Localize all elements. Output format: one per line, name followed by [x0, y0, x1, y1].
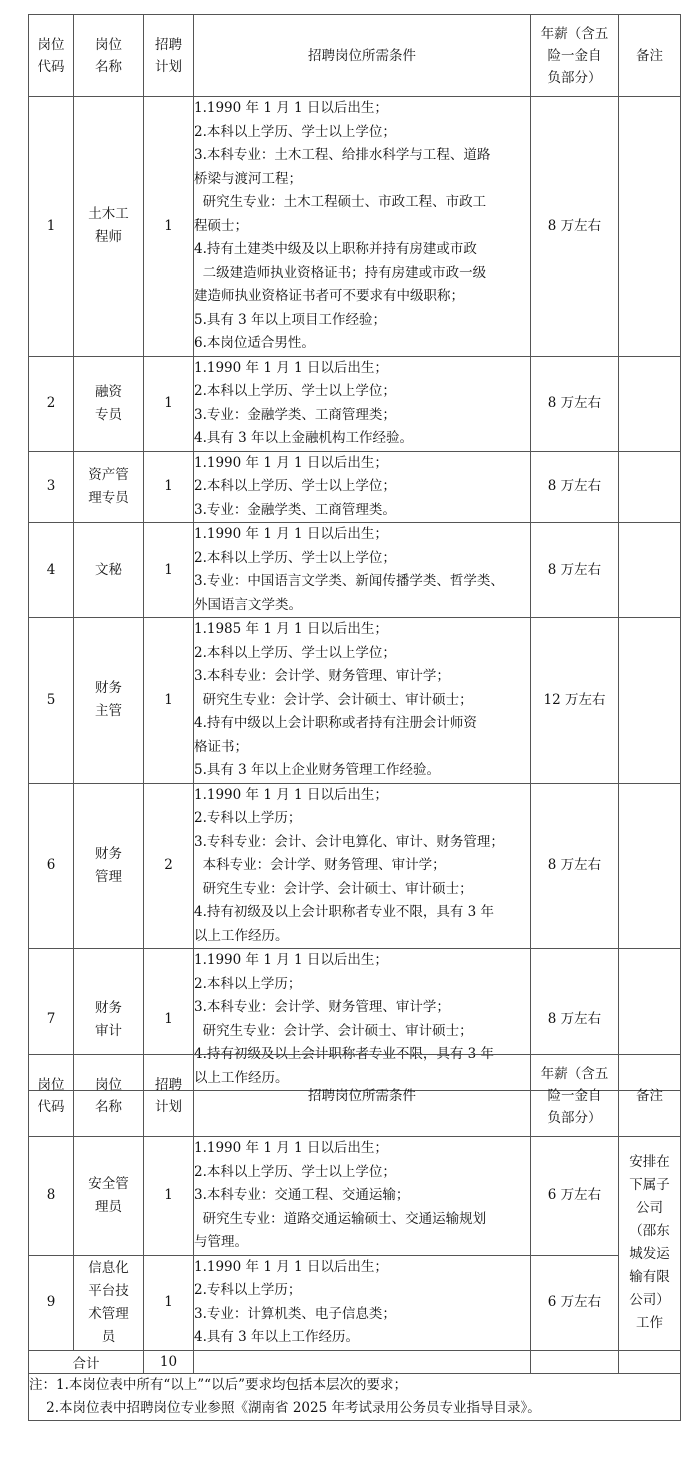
requirement-line: 以上工作经历。: [194, 927, 289, 944]
job-requirements: [194, 97, 531, 357]
header-requirements: 招聘岗位所需条件: [194, 1055, 531, 1137]
job-salary-text: 6 万左右: [547, 1294, 602, 1310]
requirement-line: 6.本岗位适合男性。: [194, 335, 315, 351]
requirement-line: 研究生专业：道路交通运输硕士、交通运输规划: [194, 1210, 487, 1227]
job-requirements: [194, 356, 531, 451]
requirement-line: 4.具有 3 年以上金融机构工作经验。: [194, 430, 414, 446]
job-code-text: 5: [46, 691, 56, 708]
job-requirements: [194, 618, 531, 784]
job-note: [619, 356, 681, 451]
requirement-line: 4.具有 3 年以上工作经历。: [194, 1329, 360, 1345]
job-note: [619, 1137, 681, 1351]
job-salary: [531, 783, 619, 949]
header-code: 岗位 代码: [29, 1055, 74, 1137]
requirement-line: 2.专科以上学历；: [194, 1282, 302, 1298]
header-name: 岗位 名称: [74, 15, 144, 97]
requirement-line: 3.本科专业：土木工程、给排水科学与工程、道路: [194, 147, 491, 163]
requirement-line: 2.本科以上学历、学士以上学位；: [194, 123, 396, 140]
requirement-line: 建造师执业资格证书者可不要求有中级职称；: [194, 288, 464, 304]
job-salary-text: 12 万左右: [543, 691, 606, 708]
requirement-line: 桥梁与渡河工程；: [194, 170, 302, 187]
job-code-text: 4: [46, 561, 56, 578]
job-name: [74, 1137, 144, 1256]
job-name: [74, 451, 144, 523]
job-code-text: 7: [46, 1011, 56, 1027]
requirement-line: 5.具有 3 年以上项目工作经验；: [194, 311, 387, 328]
job-salary-text: 8 万左右: [547, 857, 602, 874]
job-name-text: 信息化 平台技 术管理 员: [88, 1259, 129, 1345]
job-plan-text: 1: [164, 217, 173, 234]
requirement-line: 以上工作经历。: [194, 1069, 289, 1086]
job-code-text: 2: [46, 395, 56, 411]
requirement-line: 2.本科以上学历、学士以上学位；: [194, 644, 396, 661]
job-name-text: 文秘: [95, 561, 122, 578]
job-name-text: 财务 审计: [95, 999, 122, 1039]
job-salary: [531, 451, 619, 523]
job-code: [29, 783, 74, 949]
job-name-text: 财务 管理: [95, 845, 122, 885]
job-plan-text: 1: [164, 561, 173, 578]
job-salary-text: 6 万左右: [547, 1187, 602, 1204]
table-row: [29, 618, 681, 784]
total-label: 合计: [29, 1350, 144, 1373]
requirement-line: 研究生专业：会计学、会计硕士、审计硕士；: [194, 1022, 473, 1039]
requirement-line: 1.1990 年 1 月 1 日以后出生；: [194, 100, 388, 116]
requirement-line: 程硕士；: [194, 217, 248, 234]
job-code-text: 9: [46, 1294, 56, 1310]
total-value: 10: [144, 1350, 194, 1373]
requirement-line: 1.1990 年 1 月 1 日以后出生；: [194, 952, 388, 968]
job-plan: [144, 97, 194, 357]
header-salary: 年薪（含五 险一金自 负部分）: [531, 15, 619, 97]
requirement-line: 2.专科以上学历；: [194, 810, 302, 826]
job-salary-text: 8 万左右: [547, 217, 602, 234]
job-name: [74, 783, 144, 949]
requirement-line: 3.本科专业：会计学、财务管理、审计学；: [194, 668, 450, 684]
job-salary-text: 8 万左右: [547, 1011, 602, 1027]
requirement-line: 1.1990 年 1 月 1 日以后出生；: [194, 1258, 388, 1275]
job-name-text: 资产管 理专员: [88, 466, 129, 506]
job-requirements: [194, 1137, 531, 1256]
requirement-line: 2.本科以上学历、学士以上学位；: [194, 383, 396, 399]
requirement-line: 研究生专业：会计学、会计硕士、审计硕士；: [194, 691, 473, 708]
requirement-line: 2.本科以上学历、学士以上学位；: [194, 1163, 396, 1180]
table-row: [29, 783, 681, 949]
job-code-text: 6: [46, 857, 56, 874]
requirement-line: 3.专业：金融学类、工商管理类。: [194, 501, 396, 518]
table-row: [29, 1137, 681, 1256]
requirement-line: 2.本科以上学历；: [194, 975, 302, 992]
requirement-line: 本科专业：会计学、财务管理、审计学；: [194, 857, 446, 873]
footnote-2: 2.本岗位表中招聘岗位专业参照《湖南省 2025 年考试录用公务员专业指导目录》。: [29, 1399, 541, 1416]
job-note: [619, 523, 681, 618]
job-salary: [531, 97, 619, 357]
requirement-line: 1.1985 年 1 月 1 日以后出生；: [194, 621, 388, 637]
requirement-line: 1.1990 年 1 月 1 日以后出生；: [194, 1140, 388, 1156]
requirement-line: 4.持有初级及以上会计职称者专业不限，具有 3 年: [194, 904, 495, 920]
job-plan-text: 1: [164, 478, 173, 495]
table-header-row: [29, 1055, 681, 1137]
job-plan: [144, 451, 194, 523]
requirement-line: 1.1990 年 1 月 1 日以后出生；: [194, 786, 388, 803]
job-name: [74, 618, 144, 784]
header-requirements: 招聘岗位所需条件: [194, 15, 531, 97]
job-salary: [531, 1255, 619, 1350]
requirement-line: 4.持有中级以上会计职称或者持有注册会计师资: [194, 715, 477, 731]
requirement-line: 3.专业：金融学类、工商管理类；: [194, 406, 396, 423]
job-plan: [144, 1137, 194, 1256]
requirement-line: 研究生专业：土木工程硕士、市政工程、市政工: [194, 194, 487, 210]
job-plan-text: 1: [164, 1294, 173, 1310]
job-code-text: 1: [46, 217, 56, 234]
job-code-text: 8: [46, 1187, 56, 1204]
requirement-line: 3.专业：中国语言文学类、新闻传播学类、哲学类、: [194, 573, 504, 589]
job-salary-text: 8 万左右: [547, 395, 602, 411]
job-note: [619, 451, 681, 523]
job-name-text: 财务 主管: [95, 680, 122, 720]
requirement-line: 与管理。: [194, 1234, 248, 1250]
requirement-line: 格证书；: [194, 738, 248, 755]
job-table-1: [28, 14, 681, 1091]
requirement-line: 3.本科专业：会计学、财务管理、审计学；: [194, 999, 450, 1015]
header-name: 岗位 名称: [74, 1055, 144, 1137]
job-name: [74, 97, 144, 357]
requirement-line: 1.1990 年 1 月 1 日以后出生；: [194, 359, 388, 376]
job-plan: [144, 618, 194, 784]
requirement-line: 5.具有 3 年以上企业财务管理工作经验。: [194, 762, 441, 778]
job-plan: [144, 783, 194, 949]
requirement-line: 2.本科以上学历、学士以上学位；: [194, 549, 396, 566]
job-code: [29, 618, 74, 784]
job-note: [619, 783, 681, 949]
requirement-line: 1.1990 年 1 月 1 日以后出生；: [194, 526, 388, 542]
requirement-line: 3.专业：计算机类、电子信息类；: [194, 1305, 396, 1322]
job-code: [29, 523, 74, 618]
job-plan: [144, 1255, 194, 1350]
header-code: 岗位 代码: [29, 15, 74, 97]
table-row: [29, 1255, 681, 1350]
header-plan: 招聘 计划: [144, 15, 194, 97]
job-name-text: 土木工 程师: [88, 206, 129, 246]
header-salary: 年薪（含五 险一金自 负部分）: [531, 1055, 619, 1137]
footnote-1: 注：1.本岗位表中所有“以上”“以后”要求均包括本层次的要求；: [29, 1376, 407, 1393]
job-requirements: [194, 783, 531, 949]
job-requirements: [194, 451, 531, 523]
job-note-text: 安排在 下属子 公司 （邵东 城发运 输有限 公司） 工作: [629, 1154, 670, 1332]
job-table-2: [28, 1054, 681, 1421]
table-header-row: [29, 15, 681, 97]
job-salary-text: 8 万左右: [547, 478, 602, 495]
job-salary: [531, 1137, 619, 1256]
footnotes: [29, 1373, 681, 1420]
job-name: [74, 523, 144, 618]
table-row: [29, 451, 681, 523]
table-row: [29, 523, 681, 618]
header-note: 备注: [619, 1055, 681, 1137]
header-plan: 招聘 计划: [144, 1055, 194, 1137]
job-plan-text: 1: [164, 1011, 173, 1027]
job-note: [619, 618, 681, 784]
requirement-line: 2.本科以上学历、学士以上学位；: [194, 478, 396, 494]
job-code: [29, 97, 74, 357]
job-code: [29, 356, 74, 451]
footnote-row: [29, 1373, 681, 1420]
job-plan: [144, 523, 194, 618]
header-note: 备注: [619, 15, 681, 97]
requirement-line: 研究生专业：会计学、会计硕士、审计硕士；: [194, 880, 473, 897]
job-salary: [531, 523, 619, 618]
job-code: [29, 1137, 74, 1256]
job-plan-text: 1: [164, 691, 173, 708]
job-code-text: 3: [46, 478, 56, 495]
job-code: [29, 1255, 74, 1350]
job-plan: [144, 356, 194, 451]
requirement-line: 二级建造师执业资格证书；持有房建或市政一级: [194, 264, 487, 281]
requirement-line: 3.本科专业：交通工程、交通运输；: [194, 1187, 410, 1203]
table-row: [29, 356, 681, 451]
job-salary: [531, 618, 619, 784]
job-name-text: 安全管 理员: [88, 1175, 129, 1215]
table-row: [29, 97, 681, 357]
job-code: [29, 451, 74, 523]
job-plan-text: 1: [164, 395, 173, 411]
requirement-line: 4.持有土建类中级及以上职称并持有房建或市政: [194, 241, 477, 257]
job-salary-text: 8 万左右: [547, 561, 602, 578]
requirement-line: 外国语言文学类。: [194, 596, 302, 613]
job-salary: [531, 356, 619, 451]
job-name: [74, 1255, 144, 1350]
requirement-line: 3.专科专业：会计、会计电算化、审计、财务管理；: [194, 833, 504, 850]
job-name: [74, 356, 144, 451]
job-plan-text: 1: [164, 1187, 173, 1204]
job-plan-text: 2: [164, 857, 173, 874]
requirement-line: 4.持有初级及以上会计职称者专业不限，具有 3 年: [194, 1046, 495, 1062]
job-name-text: 融资 专员: [95, 383, 122, 423]
job-requirements: [194, 1255, 531, 1350]
job-note: [619, 97, 681, 357]
job-requirements: [194, 523, 531, 618]
requirement-line: 1.1990 年 1 月 1 日以后出生；: [194, 454, 388, 471]
total-row: [29, 1350, 681, 1373]
